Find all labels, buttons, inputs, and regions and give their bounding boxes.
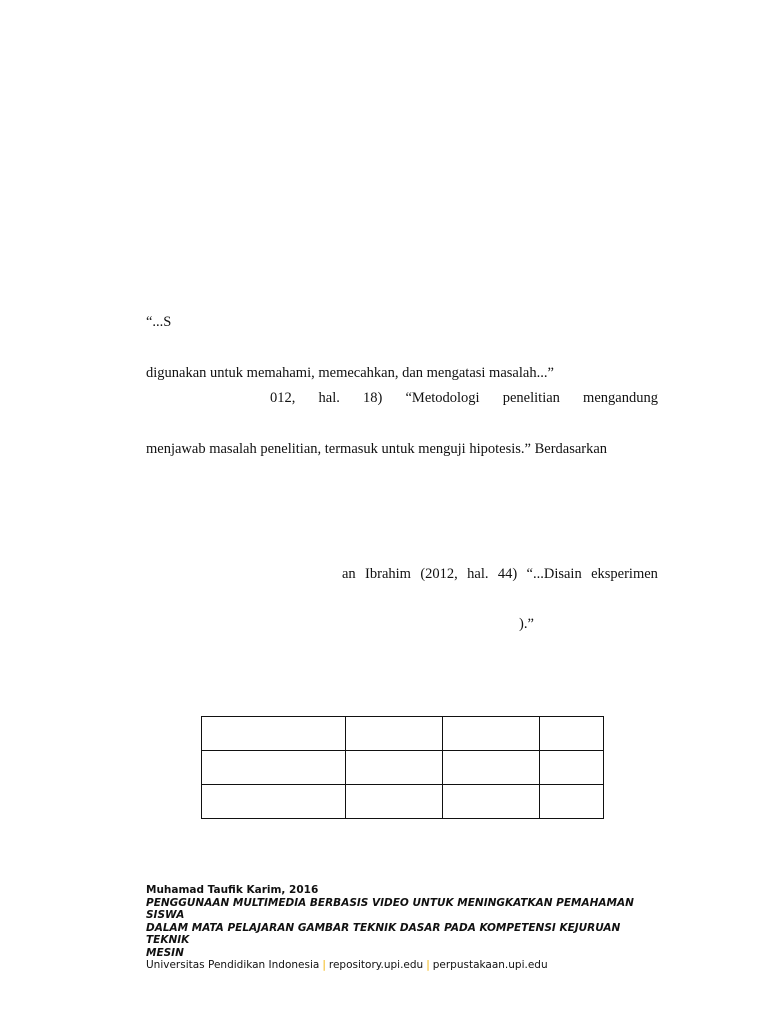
body-line-menjawab [146, 440, 658, 458]
word: hal. [467, 566, 489, 582]
word: Ibrahim [365, 566, 411, 582]
body-line-quote-end: ).” [519, 616, 534, 632]
footer-title-line: DALAM MATA PELAJARAN GAMBAR TEKNIK DASAR PADA KOMPETENSI KEJURUAN TEKNIK [146, 921, 621, 946]
footer-title-line: PENGGUNAAN MULTIMEDIA BERBASIS VIDEO UNTUK MENINGKATKAN PEMAHAMAN SISWA [146, 896, 634, 921]
line-text: menjawab masalah penelitian, termasuk untuk menguji hipotesis.” Berdasarkan [146, 441, 608, 457]
table-cell [202, 785, 346, 819]
word: hal. [318, 390, 340, 406]
table-cell [443, 785, 540, 819]
footer-author: Muhamad Taufik Karim, 2016 [146, 884, 319, 896]
footer-institution: Universitas Pendidikan Indonesia [146, 959, 320, 971]
footer-links [146, 959, 646, 972]
word: an [342, 566, 356, 582]
body-line-ibrahim [342, 565, 658, 583]
footer-separator: | [322, 959, 326, 971]
footer-separator: | [426, 959, 430, 971]
footer-library-link[interactable]: perpustakaan.upi.edu [432, 959, 548, 971]
table-row [202, 785, 604, 819]
table-row [202, 751, 604, 785]
table-cell [346, 751, 443, 785]
table-cell [202, 717, 346, 751]
footer-title-line: MESIN [146, 946, 184, 959]
table-cell [346, 785, 443, 819]
table-cell [540, 785, 604, 819]
word: 012, [270, 390, 296, 406]
word: 18) [363, 390, 383, 406]
page-footer [146, 884, 646, 972]
word: “Metodologi [405, 390, 480, 406]
design-table [201, 716, 604, 819]
body-line-quote-start: “...S [146, 314, 172, 330]
word: 44) [497, 566, 518, 582]
table-cell [443, 717, 540, 751]
table-cell [202, 751, 346, 785]
word: mengandung [583, 390, 658, 406]
word: “...Disain [526, 566, 582, 582]
table-cell [443, 751, 540, 785]
table-row [202, 717, 604, 751]
body-line-metodologi [270, 389, 658, 407]
footer-repository-link[interactable]: repository.upi.edu [328, 959, 424, 971]
word: eksperimen [591, 566, 658, 582]
table-cell [346, 717, 443, 751]
table-cell [540, 717, 604, 751]
table-cell [540, 751, 604, 785]
word: penelitian [502, 390, 560, 406]
word: (2012, [420, 566, 458, 582]
body-line-digunakan: digunakan untuk memahami, memecahkan, dan mengatasi masalah...” [146, 365, 554, 381]
